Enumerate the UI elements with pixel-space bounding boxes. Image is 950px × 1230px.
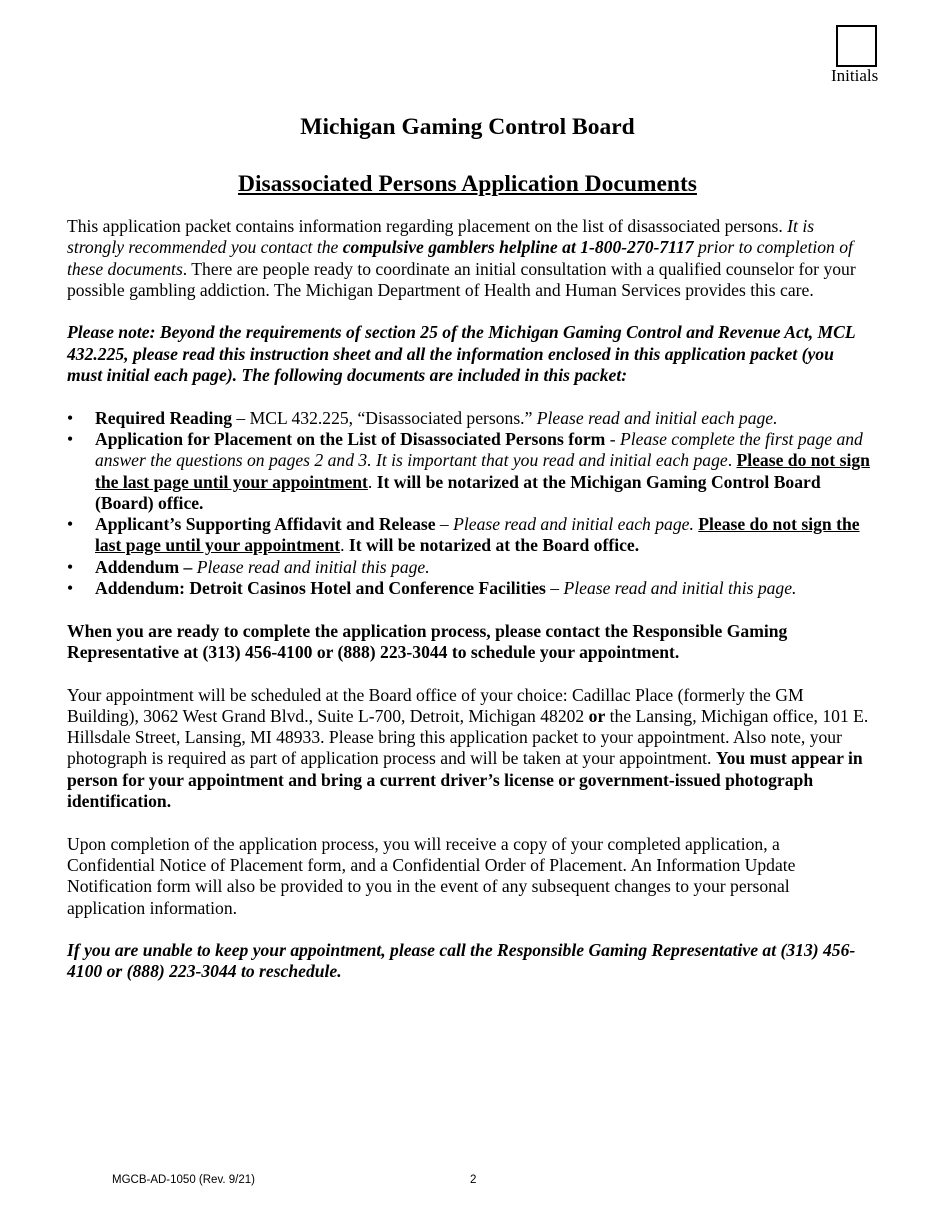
bullet-icon: • <box>67 514 74 535</box>
list-item-title: Required Reading <box>95 407 233 428</box>
list-item-instruction: Please read and initial this page. <box>196 556 430 577</box>
form-id: MGCB-AD-1050 (Rev. 9/21) <box>112 1174 255 1186</box>
appointment-requirement: You must appear in person for your appointment and bring a current driver’s license or government-issued photograph identification. <box>67 748 863 812</box>
appointment-text-2: the Lansing, Michigan office, 101 E. Hillsdale Street, Lansing, MI 48933. Please bring this application packet to your appointment. Also note, your photograph is required as part of application process and will be taken at your appointment. <box>67 705 869 769</box>
list-item-text: – MCL 432.225, “Disassociated persons.” <box>232 407 537 428</box>
contact-paragraph <box>67 621 872 664</box>
bullet-icon: • <box>67 556 74 577</box>
bullet-icon: • <box>67 578 74 599</box>
completion-paragraph: Upon completion of the application process, you will receive a copy of your completed application, a Confidential Notice of Placement form, and a Confidential Order of Placement. An Information Update Notification form will also be provided to you in the event of any subsequent changes to your personal application information. <box>67 833 796 918</box>
intro-paragraph <box>67 216 872 301</box>
contact-text: When you are ready to complete the application process, please contact the Responsible Gaming Representative at (313) 456-4100 or (888) 223-3044 to schedule your appointment. <box>67 620 788 662</box>
list-item <box>67 578 872 599</box>
document-body <box>67 216 872 1004</box>
list-item <box>67 429 872 514</box>
list-item <box>67 514 872 557</box>
bullet-icon: • <box>67 407 74 428</box>
bullet-icon: • <box>67 428 74 449</box>
intro-text-5: . There are people ready to coordinate an initial consultation with a qualified counselor for your possible gambling addiction. The Michigan Department of Health and Human Services provides this care. <box>67 258 856 300</box>
list-item-notary: It will be notarized at the Michigan Gaming Control Board (Board) office. <box>95 471 821 513</box>
list-item-instruction: Please read and initial this page. <box>563 578 797 599</box>
list-item-text: . <box>727 450 737 471</box>
helpline-text: compulsive gamblers helpline at 1-800-270-7117 <box>342 237 694 258</box>
reschedule-paragraph <box>67 940 872 983</box>
list-item-warning: Please do not sign the last page until your appointment <box>95 450 870 492</box>
list-item-instruction: Please complete the first page and answer the questions on pages 2 and 3. It is important that you read and initial each page <box>95 428 863 471</box>
intro-text-1: This application packet contains information regarding placement on the list of disassociated persons. <box>67 216 783 236</box>
page-number: 2 <box>470 1174 477 1186</box>
list-item-instruction: Please read and initial each page. <box>536 407 778 428</box>
list-item-instruction: Please read and initial each page. <box>453 514 694 535</box>
list-item-title: Applicant’s Supporting Affidavit and Release <box>95 514 436 535</box>
page-title: Michigan Gaming Control Board <box>300 114 635 140</box>
list-item-title: Application for Placement on the List of Disassociated Persons form <box>95 428 606 449</box>
list-item-text: - <box>605 428 620 449</box>
intro-text-4: prior to completion of these documents <box>67 237 853 279</box>
list-item-text: – <box>435 514 454 535</box>
note-text: Please note: Beyond the requirements of section 25 of the Michigan Gaming Control and Revenue Act, MCL 432.225, please read this instruction sheet and all the information enclosed in this application packet (you must initial each page). The following documents are included in this packet: <box>67 322 855 386</box>
list-item-text: . <box>367 471 377 492</box>
intro-text-2: It is strongly recommended you contact the <box>67 216 815 258</box>
appointment-paragraph <box>67 685 872 813</box>
page-subtitle: Disassociated Persons Application Documents <box>238 171 697 197</box>
list-item <box>67 408 872 429</box>
list-item-title: Addendum – <box>95 556 193 577</box>
list-item-notary: It will be notarized at the Board office. <box>348 535 640 556</box>
list-item-text: . <box>340 535 349 556</box>
list-item-text: – <box>545 578 564 599</box>
initials-label: Initials <box>831 66 879 85</box>
document-list <box>67 408 872 600</box>
note-paragraph <box>67 322 872 386</box>
list-item-title: Addendum: Detroit Casinos Hotel and Conference Facilities <box>95 578 546 599</box>
appointment-or: or <box>588 705 606 726</box>
list-item <box>67 557 872 578</box>
reschedule-text: If you are unable to keep your appointment, please call the Responsible Gaming Representative at (313) 456-4100 or (888) 223-3044 to reschedule. <box>67 940 856 982</box>
appointment-text-1: Your appointment will be scheduled at the Board office of your choice: Cadillac Place (formerly the GM Building), 3062 West Grand Blvd., Suite L-700, Detroit, Michigan 48202 <box>67 684 804 726</box>
list-item-warning: Please do not sign the last page until your appointment <box>95 514 860 556</box>
initials-box[interactable] <box>836 25 877 67</box>
